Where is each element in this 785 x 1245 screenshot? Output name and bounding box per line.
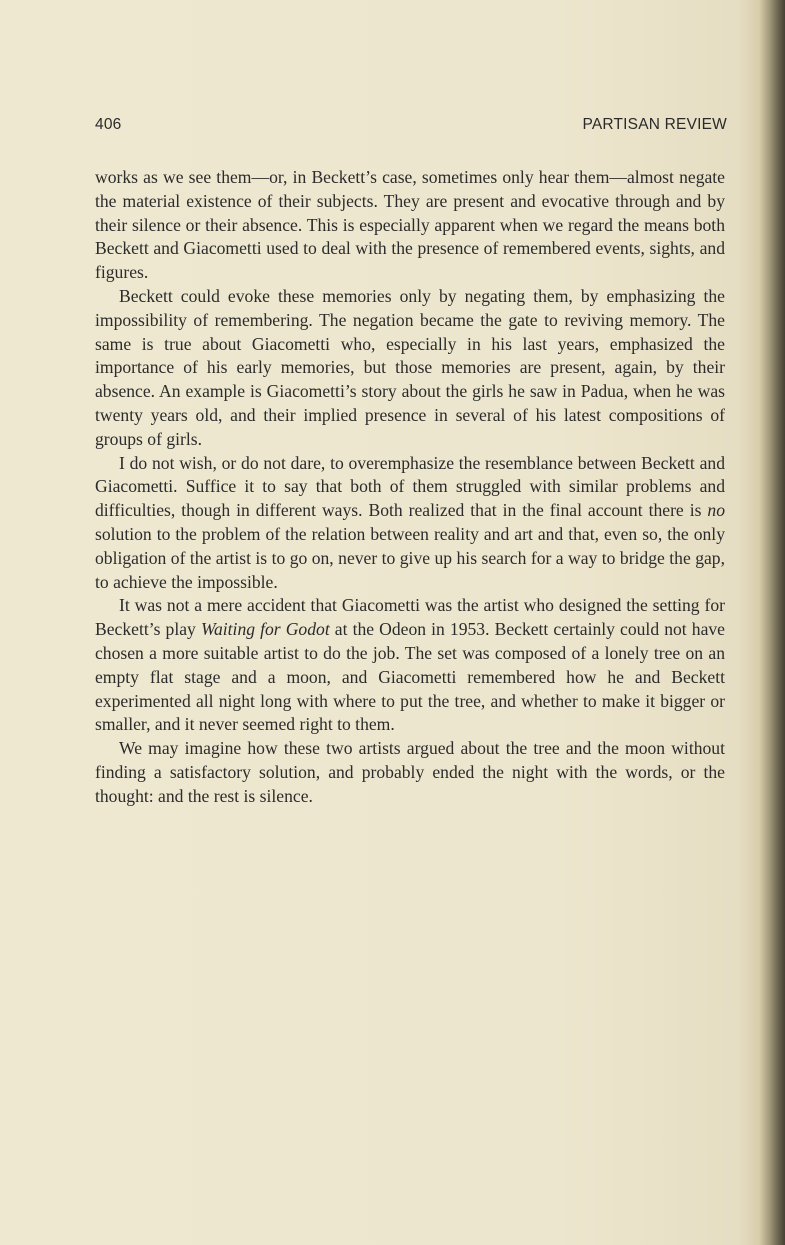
paragraph-resemblance [95, 452, 725, 595]
paragraph-text: at the Odeon in 1953. Beckett certainly could not have chosen a more suitable artist to do the job. The set was composed of a lonely tree on an empty flat stage and a moon, and Giacometti remembered how he and Beckett experimented all night long with where to put the tree, and whether to make it bigger or smaller, and it never seemed right to them. [95, 619, 725, 735]
emphasis-no: no [707, 500, 725, 521]
paragraph-text: Beckett could evoke these memories only by negating them, by emphasizing the impossibility of remembering. The negation became the gate to reviving memory. The same is true about Giacometti who, especially in his last years, emphasized the importance of his early memories, but those memories are present, again, by their absence. An example is Giacometti’s story about the girls he saw in Padua, when he was twenty years old, and their implied presence in several of his latest compositions of groups of girls. [95, 285, 725, 449]
paragraph-closing [95, 737, 725, 808]
paragraph-text: I do not wish, or do not dare, to overemphasize the resemblance between Beckett and Giacometti. Suffice it to say that both of them struggled with similar problems and difficulties, though in different ways. Both realized that in the final account there is [95, 452, 725, 521]
paragraph-memories [95, 285, 725, 452]
play-title: Waiting for Godot [200, 619, 330, 640]
paragraph-text: solution to the problem of the relation between reality and art and that, even so, the only obligation of the artist is to go on, never to give up his search for a way to bridge the gap, to achieve the impossible. [95, 523, 725, 592]
running-head: PARTISAN REVIEW [582, 116, 727, 133]
article-body [95, 166, 725, 809]
paragraph-text: works as we see them—or, in Beckett’s case, sometimes only hear them—almost negate the material existence of their subjects. They are present and evocative through and by their silence or their absence. This is especially apparent when we regard the means both Beckett and Giacometti used to deal with the presence of remembered events, sights, and figures. [95, 167, 725, 283]
paragraph-text: We may imagine how these two artists argued about the tree and the moon without finding a satisfactory solution, and probably ended the night with the words, or the thought: and the rest is silence. [95, 738, 725, 806]
paragraph-continuation [95, 166, 725, 285]
page-number: 406 [95, 116, 122, 133]
paragraph-godot [95, 594, 725, 737]
book-spine-shadow [759, 0, 785, 1245]
paragraph-text: It was not a mere accident that Giacometti was the artist who designed the setting for Beckett’s play [95, 595, 725, 640]
page-header [95, 116, 727, 136]
